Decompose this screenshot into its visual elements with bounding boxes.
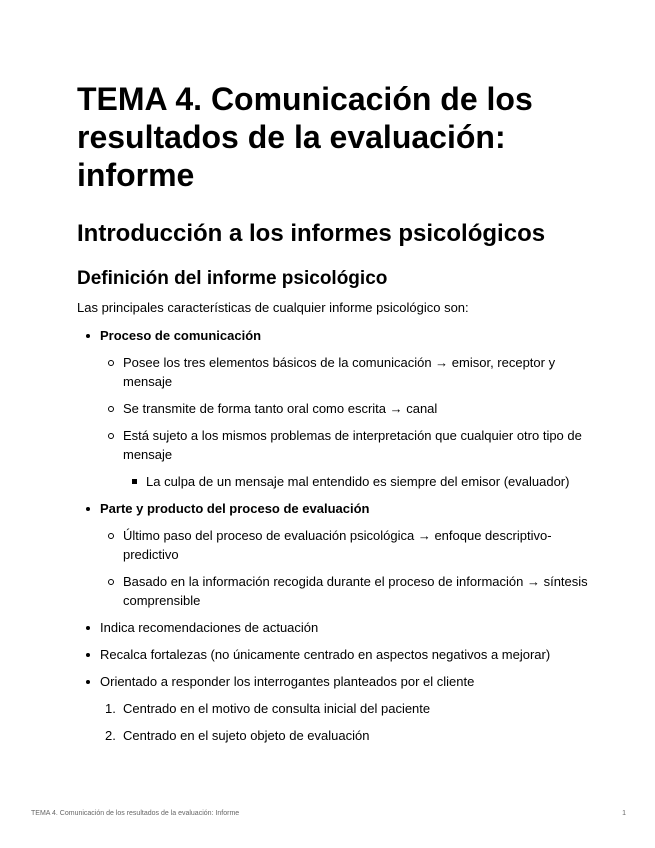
sublist: [100, 526, 592, 610]
sublist-item: [100, 526, 592, 564]
sublist-item: [100, 399, 592, 418]
list-item: [77, 499, 592, 610]
list-item: [77, 618, 592, 637]
list-item: [77, 672, 592, 745]
square-bullet-icon: [132, 479, 137, 484]
numbered-list: [100, 699, 592, 745]
list-item-label: Proceso de comunicación: [100, 328, 262, 343]
list-item-label: Indica recomendaciones de actuación: [100, 620, 319, 635]
numbered-item-text: Centrado en el sujeto objeto de evaluación: [123, 728, 370, 743]
document-title: TEMA 4. Comunicación de los resultados de la evaluación: informe: [77, 81, 533, 193]
intro-paragraph: Las principales características de cualquier informe psicológico son:: [77, 300, 469, 315]
bullet-icon: [86, 653, 90, 657]
bullet-icon: [86, 626, 90, 630]
page-number: 1: [622, 810, 626, 817]
sublist-item-text: Se transmite de forma tanto oral como escrita → canal: [123, 401, 438, 416]
sublist-item-text: Basado en la información recogida durante el proceso de información → síntesis comprensible: [123, 574, 588, 608]
list-item: [77, 326, 592, 491]
circle-bullet-icon: [108, 533, 114, 539]
footer-title: TEMA 4. Comunicación de los resultados de la evaluación: Informe: [31, 810, 240, 817]
sublist-item-text: Posee los tres elementos básicos de la comunicación → emisor, receptor y mensaje: [123, 355, 556, 389]
list-item: [77, 645, 592, 664]
sublist-item: [100, 426, 592, 491]
list-item-label: Orientado a responder los interrogantes planteados por el cliente: [100, 674, 475, 689]
sublist-item: [100, 572, 592, 610]
circle-bullet-icon: [108, 406, 114, 412]
numbered-item-text: Centrado en el motivo de consulta inicial del paciente: [123, 701, 431, 716]
circle-bullet-icon: [108, 433, 114, 439]
characteristics-list: [77, 326, 592, 745]
bullet-icon: [86, 507, 90, 511]
section-heading: Introducción a los informes psicológicos: [77, 220, 546, 247]
circle-bullet-icon: [108, 360, 114, 366]
sub-sublist-item: [123, 472, 592, 491]
item-number: 1.: [105, 701, 116, 716]
document-page: [77, 80, 592, 753]
sublist-item-text: Último paso del proceso de evaluación psicológica → enfoque descriptivo-predictivo: [123, 528, 552, 562]
sublist: [100, 353, 592, 491]
bullet-icon: [86, 334, 90, 338]
sub-sublist: [123, 472, 592, 491]
list-item-label: Recalca fortalezas (no únicamente centrado en aspectos negativos a mejorar): [100, 647, 551, 662]
page-footer: [31, 810, 626, 817]
numbered-item: [100, 699, 592, 718]
item-number: 2.: [105, 728, 116, 743]
list-item-label: Parte y producto del proceso de evaluación: [100, 501, 370, 516]
sub-sublist-item-text: La culpa de un mensaje mal entendido es siempre del emisor (evaluador): [146, 474, 570, 489]
numbered-item: [100, 726, 592, 745]
subsection-heading: Definición del informe psicológico: [77, 268, 388, 289]
bullet-icon: [86, 680, 90, 684]
sublist-item: [100, 353, 592, 391]
circle-bullet-icon: [108, 579, 114, 585]
sublist-item-text: Está sujeto a los mismos problemas de interpretación que cualquier otro tipo de mensaje: [123, 428, 582, 462]
